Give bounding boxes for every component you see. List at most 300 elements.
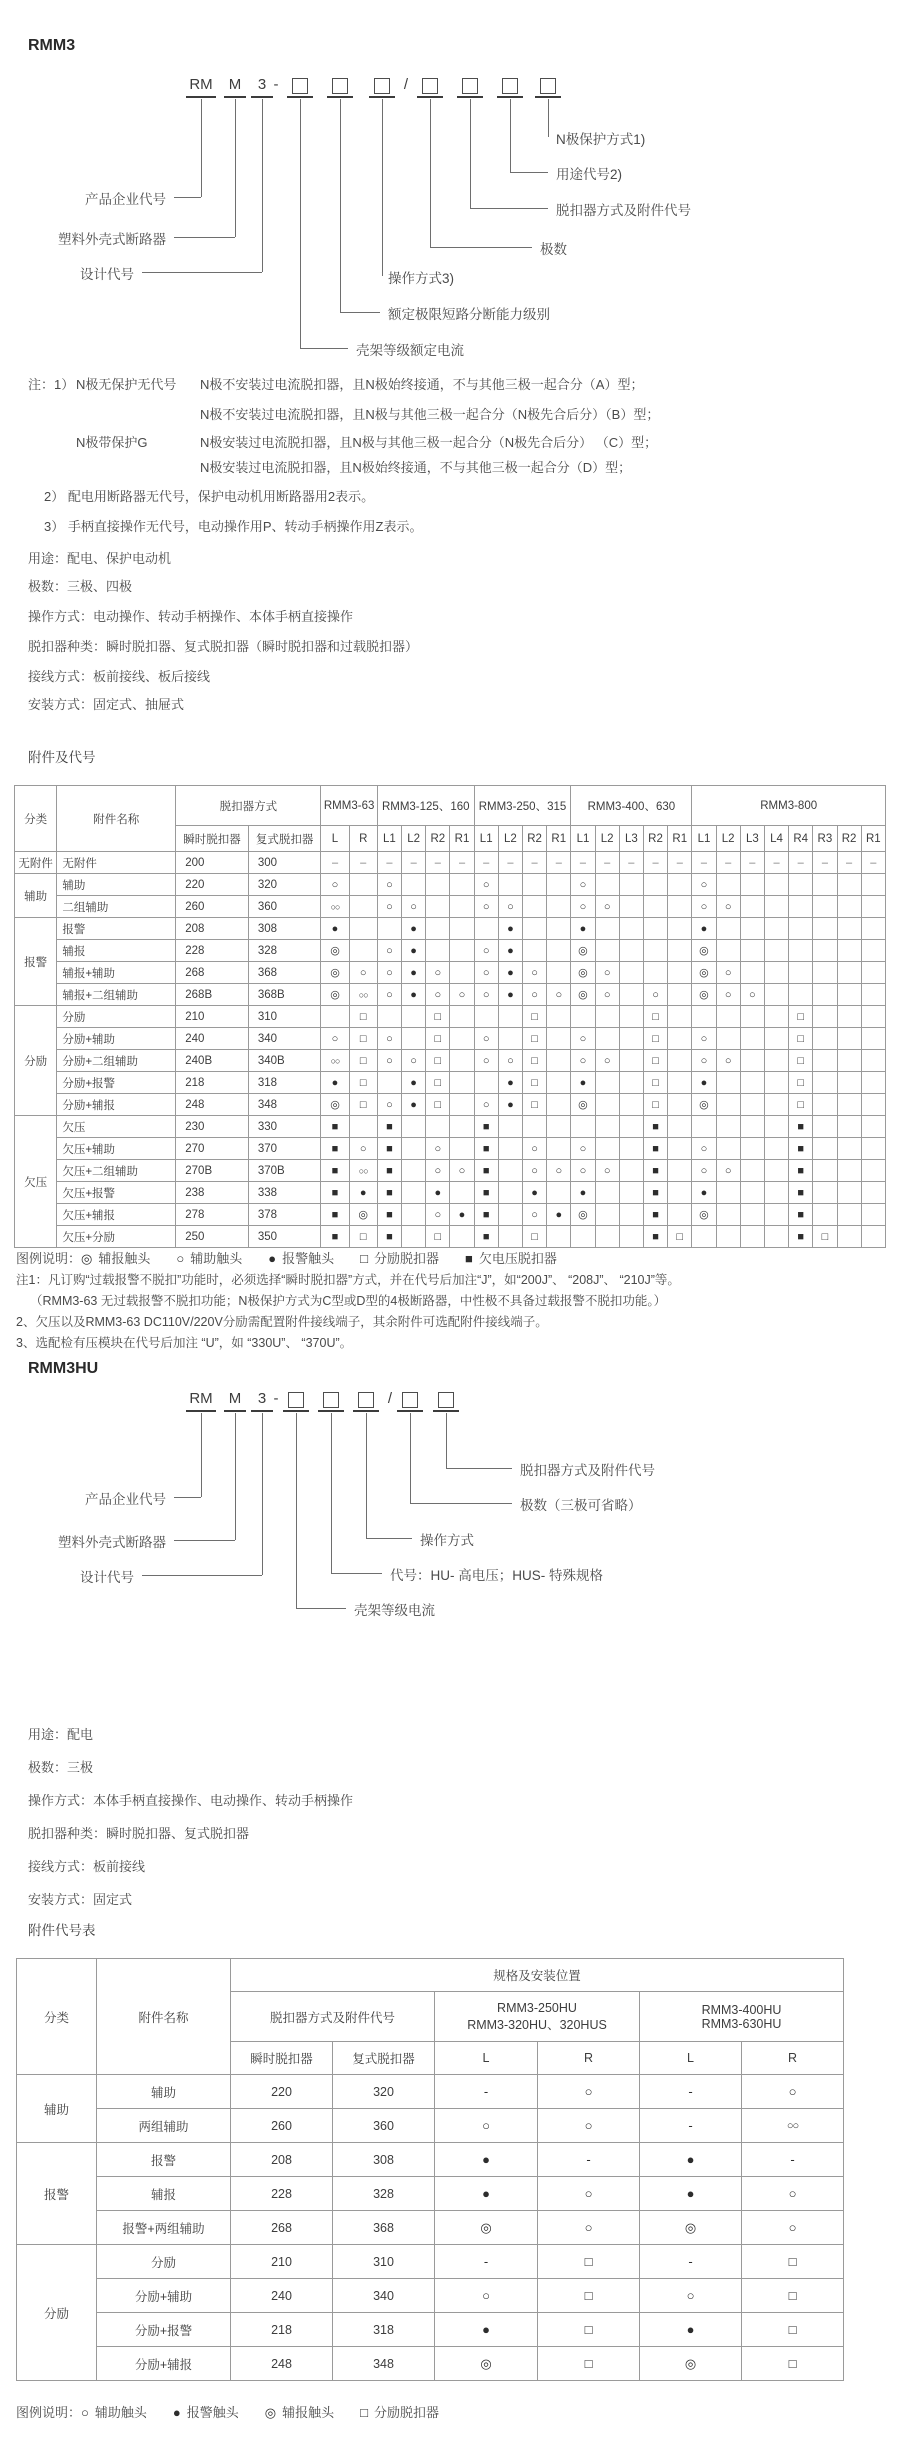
table-cell: 368 xyxy=(333,2211,435,2245)
slot-cell: ■ xyxy=(789,1204,813,1226)
slot-cell: ○○ xyxy=(321,896,349,918)
slot-cell: – xyxy=(498,852,522,874)
slot-cell: ○ xyxy=(450,984,474,1006)
diagram-label: N极保护方式1) xyxy=(556,132,646,147)
legend-label: 报警触头 xyxy=(282,1251,335,1266)
slot-cell: ◎ xyxy=(321,984,349,1006)
slot-cell: ● xyxy=(435,2177,538,2211)
slot-cell: – xyxy=(643,852,667,874)
header-cell: L3 xyxy=(619,826,643,852)
slot-cell: ■ xyxy=(789,1160,813,1182)
header-cell: R xyxy=(742,2042,844,2075)
slot-cell: – xyxy=(764,852,788,874)
footnote-line: 注1：凡订购“过载报警不脱扣”功能时，必须选择“瞬时脱扣器”方式，并在代号后加注“J”，如“200J”、 “208J”、 “210J”等。 xyxy=(16,1273,680,1287)
legend-symbol: □ xyxy=(360,1251,368,1266)
slot-cell: ■ xyxy=(321,1160,349,1182)
slot-cell: ○ xyxy=(742,2211,844,2245)
spec-line: 用途：配电、保护电动机 xyxy=(28,551,172,566)
table-cell: 辅助 xyxy=(15,874,57,918)
slot-cell: ○○ xyxy=(349,984,377,1006)
table2-title: 附件代号表 xyxy=(28,1923,96,1938)
header-cell: R4 xyxy=(789,826,813,852)
spec-line: 极数：三极 xyxy=(28,1760,94,1775)
table-cell: 220 xyxy=(176,874,249,896)
slot-cell: ○ xyxy=(692,1028,716,1050)
slot-cell: ○ xyxy=(377,1094,401,1116)
slot-cell: ◎ xyxy=(321,940,349,962)
table2 xyxy=(16,1958,844,2381)
footnote-line: 2、欠压以及RMM3-63 DC110V/220V分励需配置附件接线端子，其余附件可选配附件接线端子。 xyxy=(16,1315,548,1329)
slot-cell: □ xyxy=(522,1072,546,1094)
diagram-label: 额定极限短路分断能力级别 xyxy=(388,307,550,322)
diagram-label: 操作方式3) xyxy=(388,271,455,286)
table-cell: 欠压+报警 xyxy=(57,1182,176,1204)
slot-cell: □ xyxy=(426,1094,450,1116)
slot-cell: ● xyxy=(402,918,426,940)
slot-cell: ● xyxy=(498,1094,522,1116)
header-cell: 分类 xyxy=(17,1959,97,2075)
table-cell: 260 xyxy=(231,2109,333,2143)
slot-cell: ◎ xyxy=(692,962,716,984)
slot-cell: ○ xyxy=(435,2279,538,2313)
slot-cell: ○ xyxy=(474,874,498,896)
diagram-label: 操作方式 xyxy=(420,1533,474,1548)
table-cell: 分励 xyxy=(17,2245,97,2381)
model-token: RM xyxy=(189,1390,213,1407)
slot-cell: □ xyxy=(522,1006,546,1028)
table-row xyxy=(17,2143,844,2177)
slot-cell: ■ xyxy=(377,1116,401,1138)
slot-cell: □ xyxy=(789,1006,813,1028)
slot-cell: ◎ xyxy=(435,2211,538,2245)
note-label: N极带保护G xyxy=(76,435,148,450)
note-text: N极不安装过电流脱扣器，且N极与其他三极一起合分（N极先合后分）（B）型； xyxy=(200,407,660,422)
table-cell: 268 xyxy=(231,2211,333,2245)
model-token: 3 xyxy=(257,1390,267,1407)
slot-cell: □ xyxy=(643,1072,667,1094)
slot-cell: □ xyxy=(643,1094,667,1116)
diagram-label: 用途代号2) xyxy=(556,167,623,182)
slot-cell: ○ xyxy=(522,1204,546,1226)
slot-cell: ● xyxy=(450,1204,474,1226)
slot-cell: ○ xyxy=(742,2177,844,2211)
slot-cell: ○ xyxy=(474,984,498,1006)
slot-cell: □ xyxy=(789,1028,813,1050)
table-cell: 320 xyxy=(333,2075,435,2109)
diagram-label: 极数（三极可省略） xyxy=(520,1498,642,1513)
slot-cell: □ xyxy=(789,1072,813,1094)
table-cell: 278 xyxy=(176,1204,249,1226)
slot-cell: □ xyxy=(522,1028,546,1050)
slot-cell: ● xyxy=(321,918,349,940)
table-row xyxy=(17,2109,844,2143)
spec-line: 脱扣器种类：瞬时脱扣器、复式脱扣器 xyxy=(28,1826,250,1841)
slot-cell: – xyxy=(595,852,619,874)
legend-item xyxy=(360,2405,439,2420)
slot-cell: – xyxy=(571,852,595,874)
slot-cell: ● xyxy=(692,918,716,940)
slot-cell: ○ xyxy=(321,874,349,896)
slot-cell: □ xyxy=(426,1050,450,1072)
table-cell: 报警 xyxy=(17,2143,97,2245)
slot-cell: ○ xyxy=(538,2177,640,2211)
table-cell: 328 xyxy=(333,2177,435,2211)
header-cell: R1 xyxy=(861,826,885,852)
table-cell: 分励 xyxy=(57,1006,176,1028)
table-cell: 330 xyxy=(248,1116,321,1138)
table1-title: 附件及代号 xyxy=(28,750,96,765)
slot-cell: – xyxy=(861,852,885,874)
header-cell: RMM3-250、315 xyxy=(474,786,571,826)
header-cell: L3 xyxy=(740,826,764,852)
slot-cell: □ xyxy=(742,2279,844,2313)
slot-cell: ○ xyxy=(595,1160,619,1182)
slot-cell: ○ xyxy=(571,896,595,918)
slot-cell: ■ xyxy=(474,1116,498,1138)
slot-cell: □ xyxy=(349,1006,377,1028)
slot-cell: ○ xyxy=(643,984,667,1006)
table-cell: 248 xyxy=(176,1094,249,1116)
table-row xyxy=(17,2211,844,2245)
header-cell: RMM3-63 xyxy=(321,786,377,826)
slot-cell: ○ xyxy=(692,896,716,918)
slot-cell: ● xyxy=(321,1072,349,1094)
slot-cell: □ xyxy=(742,2245,844,2279)
legend-item xyxy=(81,2405,147,2420)
slot-cell: ◎ xyxy=(571,1094,595,1116)
table-cell: 欠压+辅报 xyxy=(57,1204,176,1226)
header-cell: R2 xyxy=(837,826,861,852)
slot-cell: – xyxy=(837,852,861,874)
table-row xyxy=(17,2279,844,2313)
slot-cell: ■ xyxy=(474,1204,498,1226)
frame-name-line: RMM3-630HU xyxy=(701,2016,782,2031)
slot-cell: □ xyxy=(742,2347,844,2381)
table-cell: 辅助 xyxy=(17,2075,97,2143)
header-cell: L xyxy=(321,826,349,852)
table-cell: 报警+两组辅助 xyxy=(97,2211,231,2245)
slot-cell: ■ xyxy=(789,1182,813,1204)
spec-line: 接线方式：板前接线、板后接线 xyxy=(28,669,211,684)
table-cell: 228 xyxy=(231,2177,333,2211)
legend-symbol: ● xyxy=(268,1251,277,1266)
spec-line: 极数：三极、四极 xyxy=(28,579,133,594)
frame-name-line: RMM3-250HU xyxy=(497,2000,577,2015)
slot-cell: ○ xyxy=(716,984,740,1006)
header-cell: R1 xyxy=(450,826,474,852)
table-cell: 350 xyxy=(248,1226,321,1248)
header-cell: L4 xyxy=(764,826,788,852)
slot-cell: ● xyxy=(571,918,595,940)
note-text: N极安装过电流脱扣器，且N极与其他三极一起合分（N极先合后分） （C）型； xyxy=(200,435,658,450)
header-cell: R2 xyxy=(426,826,450,852)
slot-cell: – xyxy=(668,852,692,874)
diagram-label: 塑料外壳式断路器 xyxy=(58,232,166,247)
table-cell: 无附件 xyxy=(57,852,176,874)
table-cell: 308 xyxy=(248,918,321,940)
header-cell: L2 xyxy=(402,826,426,852)
slot-cell: ○ xyxy=(349,1138,377,1160)
table-cell: 分励+辅报 xyxy=(97,2347,231,2381)
slot-cell: - xyxy=(640,2245,742,2279)
slot-cell: □ xyxy=(522,1226,546,1248)
table-cell: 338 xyxy=(248,1182,321,1204)
slot-cell: – xyxy=(426,852,450,874)
slot-cell: ■ xyxy=(643,1204,667,1226)
spec-line: 安装方式：固定式 xyxy=(28,1892,133,1907)
legend-symbol: ○ xyxy=(81,2405,89,2420)
slot-cell: □ xyxy=(522,1050,546,1072)
slot-cell: ○ xyxy=(498,1050,522,1072)
slot-cell: ◎ xyxy=(349,1204,377,1226)
header-cell: L xyxy=(640,2042,742,2075)
header-cell: L2 xyxy=(498,826,522,852)
slot-cell: ○ xyxy=(547,984,571,1006)
diagram-label: 脱扣器方式及附件代号 xyxy=(556,203,691,218)
frame-name-line: RMM3-320HU、320HUS xyxy=(467,2017,607,2032)
slot-cell: ● xyxy=(571,1182,595,1204)
header-cell: R xyxy=(538,2042,640,2075)
legend-prefix: 图例说明： xyxy=(16,2405,82,2420)
slot-cell: ○ xyxy=(522,984,546,1006)
slot-cell: ■ xyxy=(474,1138,498,1160)
table-cell: 分励+报警 xyxy=(97,2313,231,2347)
slot-cell: ● xyxy=(402,984,426,1006)
table-cell: 欠压 xyxy=(57,1116,176,1138)
table-cell: 200 xyxy=(176,852,249,874)
slot-cell: □ xyxy=(426,1006,450,1028)
slot-cell: ○ xyxy=(547,1160,571,1182)
slot-cell: □ xyxy=(426,1226,450,1248)
slot-cell: ■ xyxy=(321,1138,349,1160)
table-row xyxy=(17,2245,844,2279)
accessory-code-table-hu xyxy=(16,1958,844,2381)
header-cell: R2 xyxy=(522,826,546,852)
slot-cell: ■ xyxy=(643,1160,667,1182)
note-text: N极不安装过电流脱扣器，且N极始终接通，不与其他三极一起合分（A）型； xyxy=(200,377,644,392)
slot-cell: - xyxy=(435,2075,538,2109)
table-cell: 270B xyxy=(176,1160,249,1182)
slot-cell: ○ xyxy=(377,896,401,918)
slot-cell: ● xyxy=(640,2177,742,2211)
slot-cell: ● xyxy=(498,984,522,1006)
table-cell: 两组辅助 xyxy=(97,2109,231,2143)
slot-cell: □ xyxy=(522,1094,546,1116)
slot-cell: ○ xyxy=(426,1204,450,1226)
diagram-label: 设计代号 xyxy=(80,267,134,282)
slot-cell: ○ xyxy=(522,962,546,984)
table-cell: 360 xyxy=(333,2109,435,2143)
slot-cell: ■ xyxy=(321,1226,349,1248)
slot-cell: – xyxy=(619,852,643,874)
table-cell: 辅助 xyxy=(57,874,176,896)
slot-cell: ■ xyxy=(789,1138,813,1160)
slot-cell: ○ xyxy=(640,2279,742,2313)
slot-cell: – xyxy=(547,852,571,874)
slot-cell: ◎ xyxy=(640,2347,742,2381)
legend-item xyxy=(265,2405,334,2420)
table-cell: 268B xyxy=(176,984,249,1006)
slot-cell: ● xyxy=(640,2313,742,2347)
table-cell: 欠压+二组辅助 xyxy=(57,1160,176,1182)
slot-cell: – xyxy=(402,852,426,874)
slot-cell: ○○ xyxy=(321,1050,349,1072)
slot-cell: □ xyxy=(538,2245,640,2279)
table-cell: 270 xyxy=(176,1138,249,1160)
slot-cell: ○ xyxy=(402,1050,426,1072)
table-row xyxy=(17,2177,844,2211)
slot-cell: - xyxy=(742,2143,844,2177)
header-cell: L1 xyxy=(377,826,401,852)
slot-cell: – xyxy=(740,852,764,874)
slot-cell: - xyxy=(435,2245,538,2279)
header-cell: RMM3-800 xyxy=(692,786,886,826)
header-cell xyxy=(640,1992,844,2042)
slot-cell: □ xyxy=(643,1050,667,1072)
table-cell: 228 xyxy=(176,940,249,962)
slot-cell: ■ xyxy=(643,1182,667,1204)
slot-cell: □ xyxy=(643,1006,667,1028)
table-cell: 分励+辅助 xyxy=(57,1028,176,1050)
table-row xyxy=(17,2313,844,2347)
spec-line: 用途：配电 xyxy=(28,1727,94,1742)
header-cell: L2 xyxy=(595,826,619,852)
slot-cell: ● xyxy=(498,940,522,962)
slot-cell: ■ xyxy=(643,1138,667,1160)
slot-cell: ■ xyxy=(321,1182,349,1204)
slot-cell: ○ xyxy=(742,2075,844,2109)
diagram-label: 产品企业代号 xyxy=(85,1492,166,1507)
slot-cell: ○ xyxy=(349,962,377,984)
slot-cell: – xyxy=(813,852,837,874)
note-text: N极安装过电流脱扣器，且N极始终接通，不与其他三极一起合分（D）型； xyxy=(200,460,632,475)
table-cell: 218 xyxy=(176,1072,249,1094)
diagram-label: 代号：HU- 高电压；HUS- 特殊规格 xyxy=(390,1568,603,1583)
model-token: M xyxy=(228,1390,242,1407)
slot-cell: □ xyxy=(668,1226,692,1248)
header-cell: R3 xyxy=(813,826,837,852)
model-token: - xyxy=(273,76,279,93)
table-cell: 辅报+二组辅助 xyxy=(57,984,176,1006)
slot-cell: ○ xyxy=(692,1160,716,1182)
slot-cell: ○ xyxy=(321,1028,349,1050)
slot-cell: ○ xyxy=(426,1160,450,1182)
slot-cell: ○ xyxy=(498,896,522,918)
legend-label: 辅报触头 xyxy=(282,2405,335,2420)
table-cell: 268 xyxy=(176,962,249,984)
table-cell: 250 xyxy=(176,1226,249,1248)
slot-cell: ● xyxy=(435,2143,538,2177)
header-cell: RMM3-400、630 xyxy=(571,786,692,826)
table-cell: 328 xyxy=(248,940,321,962)
slot-cell: ◎ xyxy=(571,940,595,962)
legend-item xyxy=(173,2405,239,2420)
slot-cell: ◎ xyxy=(640,2211,742,2245)
slot-cell: ◎ xyxy=(435,2347,538,2381)
slot-cell: ■ xyxy=(643,1226,667,1248)
legend-table2 xyxy=(16,2402,465,2421)
table-cell: 分励+辅助 xyxy=(97,2279,231,2313)
slot-cell: ● xyxy=(522,1182,546,1204)
slot-cell: ○ xyxy=(595,984,619,1006)
slot-cell: ■ xyxy=(474,1182,498,1204)
spec-line: 操作方式：本体手柄直接操作、电动操作、转动手柄操作 xyxy=(28,1793,354,1808)
slot-cell: ○ xyxy=(377,874,401,896)
model-token: RM xyxy=(189,76,213,93)
diagram-label: 产品企业代号 xyxy=(85,192,166,207)
table-cell: 分励 xyxy=(97,2245,231,2279)
slot-cell: - xyxy=(538,2143,640,2177)
slot-cell: ■ xyxy=(321,1116,349,1138)
slot-cell: ● xyxy=(571,1072,595,1094)
slot-cell: ■ xyxy=(643,1116,667,1138)
table-cell: 欠压+分励 xyxy=(57,1226,176,1248)
table-cell: 318 xyxy=(248,1072,321,1094)
header-cell: R2 xyxy=(643,826,667,852)
slot-cell: ○ xyxy=(595,962,619,984)
table-cell: 报警 xyxy=(15,918,57,1006)
table-cell: 208 xyxy=(231,2143,333,2177)
slot-cell: □ xyxy=(643,1028,667,1050)
slot-cell: ○ xyxy=(474,896,498,918)
table-cell: 240B xyxy=(176,1050,249,1072)
slot-cell: ● xyxy=(692,1072,716,1094)
legend-label: 辅报触头 xyxy=(98,1251,151,1266)
note-label: N极无保护无代号 xyxy=(76,377,177,392)
legend-label: 分励脱扣器 xyxy=(373,1251,439,1266)
slot-cell: ○○ xyxy=(349,1160,377,1182)
slot-cell: ● xyxy=(426,1182,450,1204)
table-cell: 分励+辅报 xyxy=(57,1094,176,1116)
table-cell: 378 xyxy=(248,1204,321,1226)
slot-cell: □ xyxy=(349,1226,377,1248)
slot-cell: ○ xyxy=(571,1160,595,1182)
slot-cell: ○ xyxy=(474,1050,498,1072)
model-token: / xyxy=(387,1390,393,1407)
slot-cell: □ xyxy=(426,1028,450,1050)
slot-cell: ■ xyxy=(474,1160,498,1182)
slot-cell: ○ xyxy=(474,962,498,984)
slot-cell: ■ xyxy=(377,1182,401,1204)
slot-cell: □ xyxy=(349,1072,377,1094)
slot-cell: ◎ xyxy=(692,1094,716,1116)
slot-cell: ○ xyxy=(450,1160,474,1182)
table-cell: 辅报 xyxy=(57,940,176,962)
legend-symbol: □ xyxy=(360,2405,368,2420)
slot-cell: ○ xyxy=(538,2109,640,2143)
slot-cell: - xyxy=(640,2109,742,2143)
table-cell: 报警 xyxy=(97,2143,231,2177)
slot-cell: ■ xyxy=(789,1226,813,1248)
slot-cell: ■ xyxy=(377,1160,401,1182)
slot-cell: □ xyxy=(349,1050,377,1072)
slot-cell: ○○ xyxy=(742,2109,844,2143)
legend-symbol: ○ xyxy=(176,1251,185,1266)
slot-cell: ○ xyxy=(522,1160,546,1182)
table-cell: 报警 xyxy=(57,918,176,940)
slot-cell: ◎ xyxy=(571,984,595,1006)
slot-cell: ○ xyxy=(538,2211,640,2245)
table-cell: 340 xyxy=(333,2279,435,2313)
header-cell: 附件名称 xyxy=(57,786,176,852)
slot-cell: □ xyxy=(789,1094,813,1116)
legend-symbol: ◎ xyxy=(264,2405,277,2420)
table-cell: 310 xyxy=(248,1006,321,1028)
header-cell: R xyxy=(349,826,377,852)
spec-line: 接线方式：板前接线 xyxy=(28,1859,146,1874)
spec-line: 脱扣器种类：瞬时脱扣器、复式脱扣器（瞬时脱扣器和过载脱扣器） xyxy=(28,639,419,654)
slot-cell: ■ xyxy=(474,1226,498,1248)
